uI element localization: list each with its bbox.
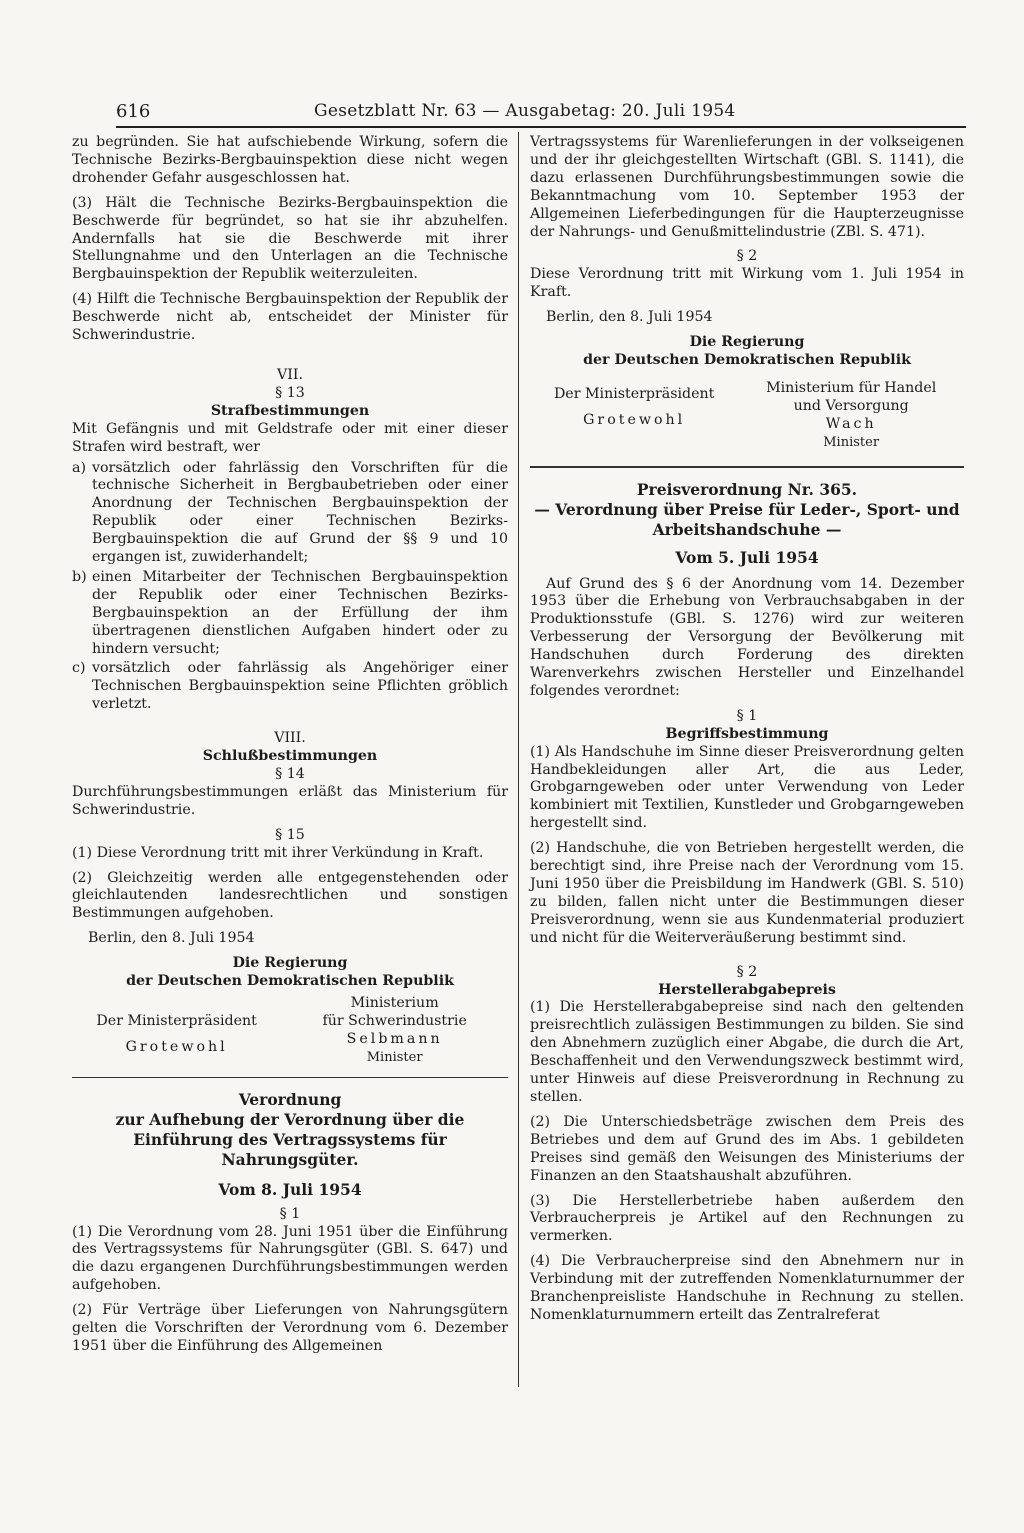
signatory-name: Wach bbox=[825, 415, 877, 432]
paragraph-sign: § 15 bbox=[275, 826, 305, 843]
paragraph-sign: § 2 bbox=[736, 248, 758, 265]
paragraph: (1) Die Verordnung vom 28. Juni 1951 über die Einführung des Vertragssystems für Nahrungsgüter (GBl. S. 647) und die dazu ergangenen Durchführungsbestimmungen werden aufgehoben. bbox=[72, 1223, 508, 1294]
section-number: VII. bbox=[277, 366, 303, 383]
paragraph: Auf Grund des § 6 der Anordnung vom 14. Dezember 1953 über die Erhebung von Verbrauchsabgaben in der Produktionsstufe (GBl. S. 1276) wird zur weiteren Verbesserung der Versorgung der Bevölkerung mit Handschuhen durch Forderung des direkten Warenverkehrs zwischen Hersteller und Einzelhandel folgendes verordnet: bbox=[530, 575, 964, 699]
signatory-name: Selbmann bbox=[346, 1030, 443, 1047]
section-heading: Herstellerabgabepreis bbox=[658, 981, 836, 998]
paragraph: zu begründen. Sie hat aufschiebende Wirkung, sofern die Technische Bezirks-Bergbauinspektion diese nicht wegen drohender Gefahr ausgeschlossen hat. bbox=[72, 134, 508, 186]
list-item bbox=[72, 460, 508, 567]
gazette-title: Gesetzblatt Nr. 63 — Ausgabetag: 20. Juli 1954 bbox=[314, 101, 736, 121]
paragraph: (3) Die Herstellerbetriebe haben außerdem den Verbraucherpreis je Artikel auf den Rechnungen zu vermerken. bbox=[530, 1192, 964, 1245]
column-divider bbox=[518, 132, 519, 1387]
page-header bbox=[116, 101, 966, 125]
section-rule bbox=[530, 466, 964, 468]
list-text: einen Mitarbeiter der Technischen Bergbauinspektion der Republik oder einer Technischen Bezirks-Bergbauinspektion an der Erfüllung der ihm übertragenen dienstlichen Aufgaben hindert oder zu hindern versucht; bbox=[92, 568, 508, 657]
paragraph-sign: § 2 bbox=[736, 963, 758, 980]
government-subtitle: der Deutschen Demokratischen Republik bbox=[126, 973, 454, 990]
decree-title: Preisverordnung Nr. 365. bbox=[636, 479, 858, 499]
ministry-name: Ministerium für Handel bbox=[766, 379, 937, 396]
decree-title: Verordnung bbox=[238, 1089, 342, 1109]
paragraph: (1) Als Handschuhe im Sinne dieser Preisverordnung gelten Handbekleidungen aller Art, die aus Leder, Grobgarngeweben oder unter Verwendung von Leder kombiniert mit Textilien, Kunstleder und Grobgarngeweben hergestellt sind. bbox=[530, 743, 964, 832]
section-heading: Begriffsbestimmung bbox=[665, 725, 829, 742]
decree-subtitle: zur Aufhebung der Verordnung über die Einführung des Vertragssystems für Nahrungsgüter. bbox=[115, 1109, 465, 1169]
government-title: Die Regierung bbox=[232, 955, 348, 972]
list-text: vorsätzlich oder fahrlässig den Vorschriften für die technische Sicherheit in Bergbaubetrieben oder einer Anordnung der Technischen Bergbauinspektion der Republik oder einer Technischen Bezirks-Bergbauinspektion die auf Grund der §§ 9 und 10 ergangen ist, zuwiderhandelt; bbox=[92, 459, 508, 566]
paragraph: (3) Hält die Technische Bezirks-Bergbauinspektion die Beschwerde für begründet, so hat sie ihr abzuhelfen. Andernfalls hat sie die Beschwerde mit ihrer Stellungnahme und den Unterlagen an die Technische Bergbauinspektion der Republik weiterzuleiten. bbox=[72, 194, 508, 283]
signatory-role: Der Ministerpräsident bbox=[553, 385, 715, 402]
paragraph: Diese Verordnung tritt mit Wirkung vom 1. Juli 1954 in Kraft. bbox=[530, 266, 964, 301]
signatory-role: Der Ministerpräsident bbox=[96, 1012, 257, 1029]
paragraph-sign: § 1 bbox=[279, 1205, 301, 1222]
page-number: 616 bbox=[116, 101, 151, 122]
signatory-name: Grotewohl bbox=[125, 1038, 228, 1055]
list-marker: b) bbox=[72, 568, 87, 585]
paragraph-sign: § 1 bbox=[736, 707, 758, 724]
paragraph-sign: § 14 bbox=[275, 766, 305, 782]
government-subtitle: der Deutschen Demokratischen Republik bbox=[583, 351, 911, 368]
decree-date: Vom 5. Juli 1954 bbox=[675, 547, 819, 567]
signatory-title: Minister bbox=[823, 434, 880, 450]
section-heading: Schlußbestimmungen bbox=[202, 748, 378, 765]
right-column bbox=[530, 134, 964, 1332]
paragraph: Mit Gefängnis und mit Geldstrafe oder mit einer dieser Strafen wird bestraft, wer bbox=[72, 420, 508, 455]
section-number: VIII. bbox=[274, 730, 306, 747]
paragraph: (2) Handschuhe, die von Betrieben hergestellt werden, die berechtigt sind, ihre Preise nach der Verordnung vom 15. Juni 1950 über die Preisbildung im Handwerk (GBl. S. 510) zu bilden, fallen nicht unter die Bestimmungen dieser Preisverordnung, wenn sie aus Kundenmaterial produziert und nicht für die Weiterveräußerung bestimmt sind. bbox=[530, 840, 964, 946]
decree-date: Vom 8. Juli 1954 bbox=[218, 1179, 362, 1199]
section-rule bbox=[72, 1077, 508, 1078]
place-date: Berlin, den 8. Juli 1954 bbox=[88, 930, 255, 947]
list-text: vorsätzlich oder fahrlässig als Angehöriger einer Technischen Bergbauinspektion seine Pflichten gröblich verletzt. bbox=[92, 660, 508, 713]
signature-block bbox=[530, 380, 964, 452]
paragraph: (1) Die Herstellerabgabepreise sind nach den geltenden preisrechtlich zulässigen Bestimmungen zu bilden. Sie sind den Abnehmern zuzüglich einer Abgabe, die durch die Art, Beschaffenheit und den Verwendungszweck bestimmt wird, unter Hinweis auf diese Preisverordnung in Rechnung zu stellen. bbox=[530, 999, 964, 1105]
decree-subtitle: — Verordnung über Preise für Leder-, Sport- und Arbeitshandschuhe — bbox=[534, 499, 960, 539]
paragraph: (4) Hilft die Technische Bergbauinspektion der Republik der Beschwerde nicht ab, entscheidet der Minister für Schwerindustrie. bbox=[72, 291, 508, 344]
place-date: Berlin, den 8. Juli 1954 bbox=[546, 309, 713, 326]
paragraph: Durchführungsbestimmungen erläßt das Ministerium für Schwerindustrie. bbox=[72, 783, 508, 818]
signature-block bbox=[72, 995, 508, 1067]
signatory-title: Minister bbox=[366, 1049, 423, 1065]
signatory-name: Grotewohl bbox=[583, 411, 686, 428]
list-marker: a) bbox=[72, 459, 86, 476]
paragraph: Vertragssystems für Warenlieferungen in der volkseigenen und der ihr gleichgestellten Wirtschaft (GBl. S. 1141), die dazu erlassenen Durchführungsbestimmungen sowie die Bekanntmachung vom 10. September 1953 der Allgemeinen Lieferbedingungen für die Haupterzeugnisse der Nahrungs- und Genußmittelindustrie (ZBl. S. 471). bbox=[530, 134, 964, 240]
ministry-name-line2: und Versorgung bbox=[793, 397, 909, 414]
list-item bbox=[72, 660, 508, 714]
paragraph: (1) Diese Verordnung tritt mit ihrer Verkündung in Kraft. bbox=[72, 844, 484, 861]
list-marker: c) bbox=[72, 660, 86, 677]
paragraph: (4) Die Verbraucherpreise sind den Abnehmern nur in Verbindung mit der zutreffenden Nomenklaturnummer der Branchenpreisliste Handschuhe in Rechnung zu stellen. Nomenklaturnummern erteilt das Zentralreferat bbox=[530, 1253, 964, 1323]
paragraph: (2) Gleichzeitig werden alle entgegenstehenden oder gleichlautenden landesrechtlichen und sonstigen Bestimmungen aufgehoben. bbox=[72, 869, 508, 922]
header-rule bbox=[116, 126, 966, 128]
paragraph: (2) Für Verträge über Lieferungen von Nahrungsgütern gelten die Vorschriften der Verordnung vom 6. Dezember 1951 über die Einführung des Allgemeinen bbox=[72, 1302, 508, 1354]
paragraph: (2) Die Unterschiedsbeträge zwischen dem Preis des Betriebes und dem auf Grund des im Abs. 1 gebildeten Preises sind gemäß den Weisungen des Ministeriums der Finanzen an den Staatshaushalt abzuführen. bbox=[530, 1113, 964, 1184]
paragraph-sign: § 13 bbox=[275, 384, 305, 401]
government-title: Die Regierung bbox=[689, 334, 805, 351]
section-heading: Strafbestimmungen bbox=[210, 402, 370, 419]
list-item bbox=[72, 569, 508, 659]
ministry-name-line2: für Schwerindustrie bbox=[322, 1012, 467, 1029]
ministry-name: Ministerium bbox=[350, 994, 439, 1011]
left-column bbox=[72, 134, 508, 1363]
